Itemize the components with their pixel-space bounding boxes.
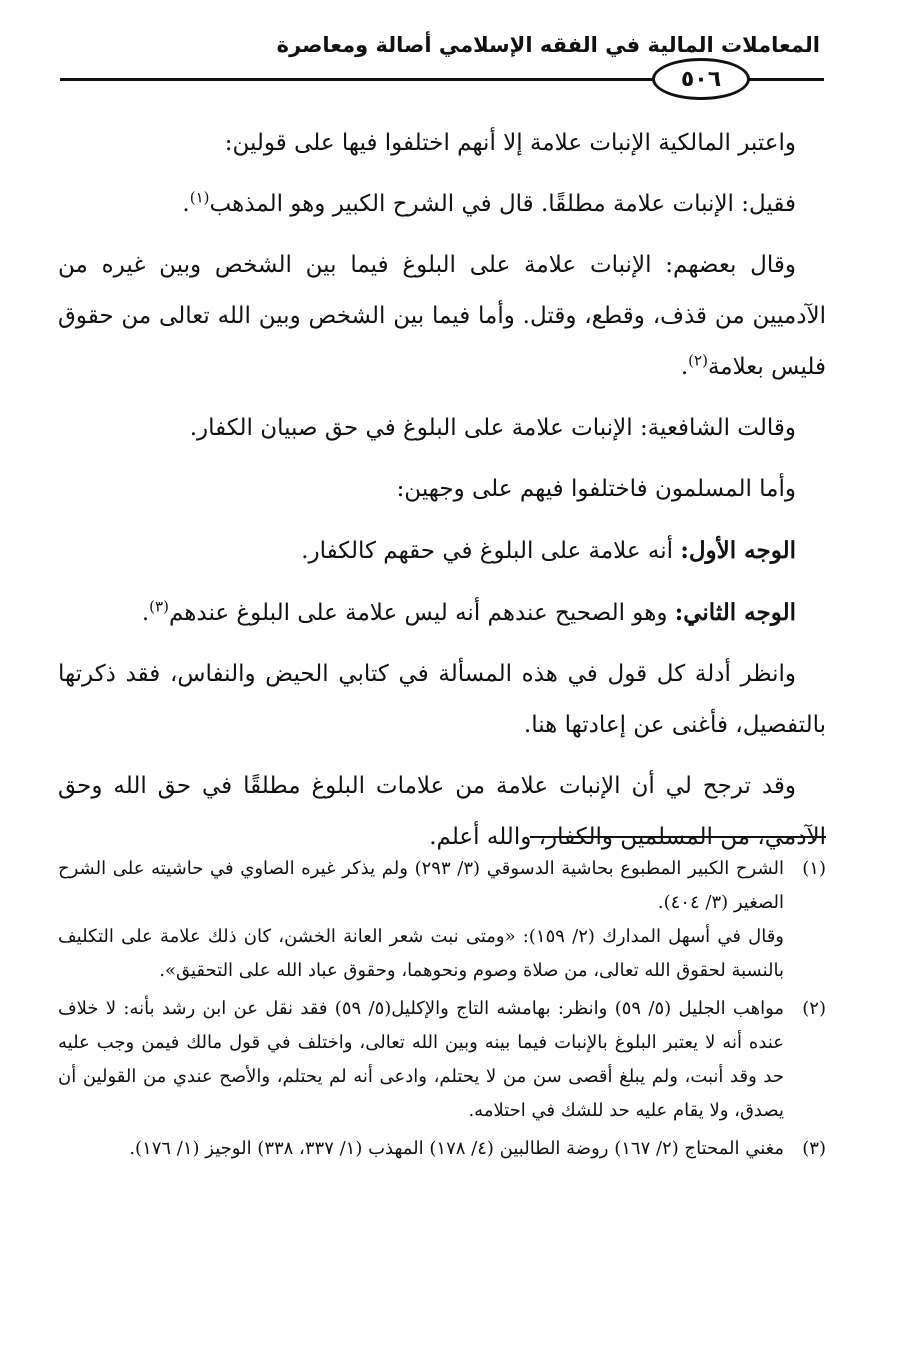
footnote-text: وقال في أسهل المدارك (٢/ ١٥٩): «ومتى نبت شعر العانة الخشن، كان ذلك علامة على التكليف بالنسبة لحقوق الله تعالى، من صلاة وصوم ونحوهما، وحقوق عباد الله على التحقيق». bbox=[58, 926, 784, 981]
paragraph-text: أنه علامة على البلوغ في حقهم كالكفار. bbox=[301, 538, 681, 564]
footnote-ref[interactable]: (٣) bbox=[149, 597, 169, 616]
footnote-separator bbox=[530, 836, 826, 838]
footnote-ref[interactable]: (١) bbox=[189, 188, 210, 207]
footnote bbox=[58, 992, 826, 1128]
paragraph-end: . bbox=[182, 191, 190, 217]
paragraph bbox=[58, 587, 826, 639]
footnote-ref[interactable]: (٢) bbox=[688, 351, 708, 370]
paragraph bbox=[58, 240, 826, 393]
paragraph bbox=[58, 179, 826, 230]
paragraph-end: . bbox=[141, 600, 150, 626]
paragraph-text: وانظر أدلة كل قول في هذه المسألة في كتابي الحيض والنفاس، فقد ذكرتها بالتفصيل، فأغنى عن إعادتها هنا. bbox=[58, 661, 826, 738]
footnote-text: مواهب الجليل (٥/ ٥٩) وانظر: بهامشه التاج والإكليل(٥/ ٥٩) فقد نقل عن ابن رشد بأنه: لا خلاف عنده أنه لا يعتبر البلوغ بالإنبات فيما بينه وبين الله تعالى، واختلف في قول مالك فيمن وجب عليه حد وقد أنبت، ولم يبلغ أقصى سن من لا يحتلم، وادعى أنه لم يحتلم، والأصح عندي من القولين أن يصدق، ولا يقام عليه حد للشك في احتلامه. bbox=[58, 998, 785, 1121]
footnote-body bbox=[58, 852, 784, 988]
paragraph-text: وهو الصحيح عندهم أنه ليس علامة على البلوغ عندهم bbox=[168, 600, 675, 626]
paragraph-text: واعتبر المالكية الإنبات علامة إلا أنهم اختلفوا فيها على قولين: bbox=[224, 130, 796, 156]
paragraph-end: . bbox=[680, 354, 689, 380]
footnote-body bbox=[58, 1132, 784, 1166]
paragraph-text: فقيل: الإنبات علامة مطلقًا. قال في الشرح الكبير وهو المذهب bbox=[209, 191, 796, 217]
paragraph-text: وقد ترجح لي أن الإنبات علامة من علامات البلوغ مطلقًا في حق الله وحق الآدمي، من المسلمين والكفار، والله أعلم. bbox=[58, 773, 826, 850]
footnote-text: الشرح الكبير المطبوع بحاشية الدسوقي (٣/ ٢٩٣) ولم يذكر غيره الصاوي في حاشيته على الشرح الصغير (٣/ ٤٠٤). bbox=[58, 858, 784, 913]
main-text bbox=[58, 118, 826, 873]
page-number: ٥٠٦ bbox=[652, 58, 750, 100]
paragraph bbox=[58, 525, 826, 577]
footnote-number: (٢) bbox=[802, 998, 826, 1019]
paragraph-label: الوجه الأول: bbox=[680, 537, 796, 564]
footnote-number: (٣) bbox=[802, 1138, 826, 1159]
running-header-title: المعاملات المالية في الفقه الإسلامي أصالة ومعاصرة bbox=[276, 33, 820, 57]
footnote-body bbox=[58, 992, 784, 1128]
footnote-text: مغني المحتاج (٢/ ١٦٧) روضة الطالبين (٤/ ١٧٨) المهذب (١/ ٣٣٧، ٣٣٨) الوجيز (١/ ١٧٦). bbox=[129, 1138, 784, 1159]
footnote bbox=[58, 1132, 826, 1166]
footnote bbox=[58, 852, 826, 988]
paragraph-text: وأما المسلمون فاختلفوا فيهم على وجهين: bbox=[396, 476, 796, 502]
paragraph bbox=[58, 464, 826, 515]
footnote-number: (١) bbox=[802, 858, 826, 879]
paragraph bbox=[58, 403, 826, 454]
paragraph-text: وقالت الشافعية: الإنبات علامة على البلوغ في حق صبيان الكفار. bbox=[189, 415, 796, 441]
paragraph-text: وقال بعضهم: الإنبات علامة على البلوغ فيما بين الشخص وبين غيره من الآدميين من قذف، وقطع، وقتل. وأما فيما بين الشخص وبين الله تعالى من حقوق فليس بعلامة bbox=[58, 252, 826, 380]
paragraph bbox=[58, 649, 826, 751]
paragraph bbox=[58, 761, 826, 863]
footnotes bbox=[58, 852, 826, 1170]
paragraph bbox=[58, 118, 826, 169]
paragraph-label: الوجه الثاني: bbox=[674, 599, 796, 626]
